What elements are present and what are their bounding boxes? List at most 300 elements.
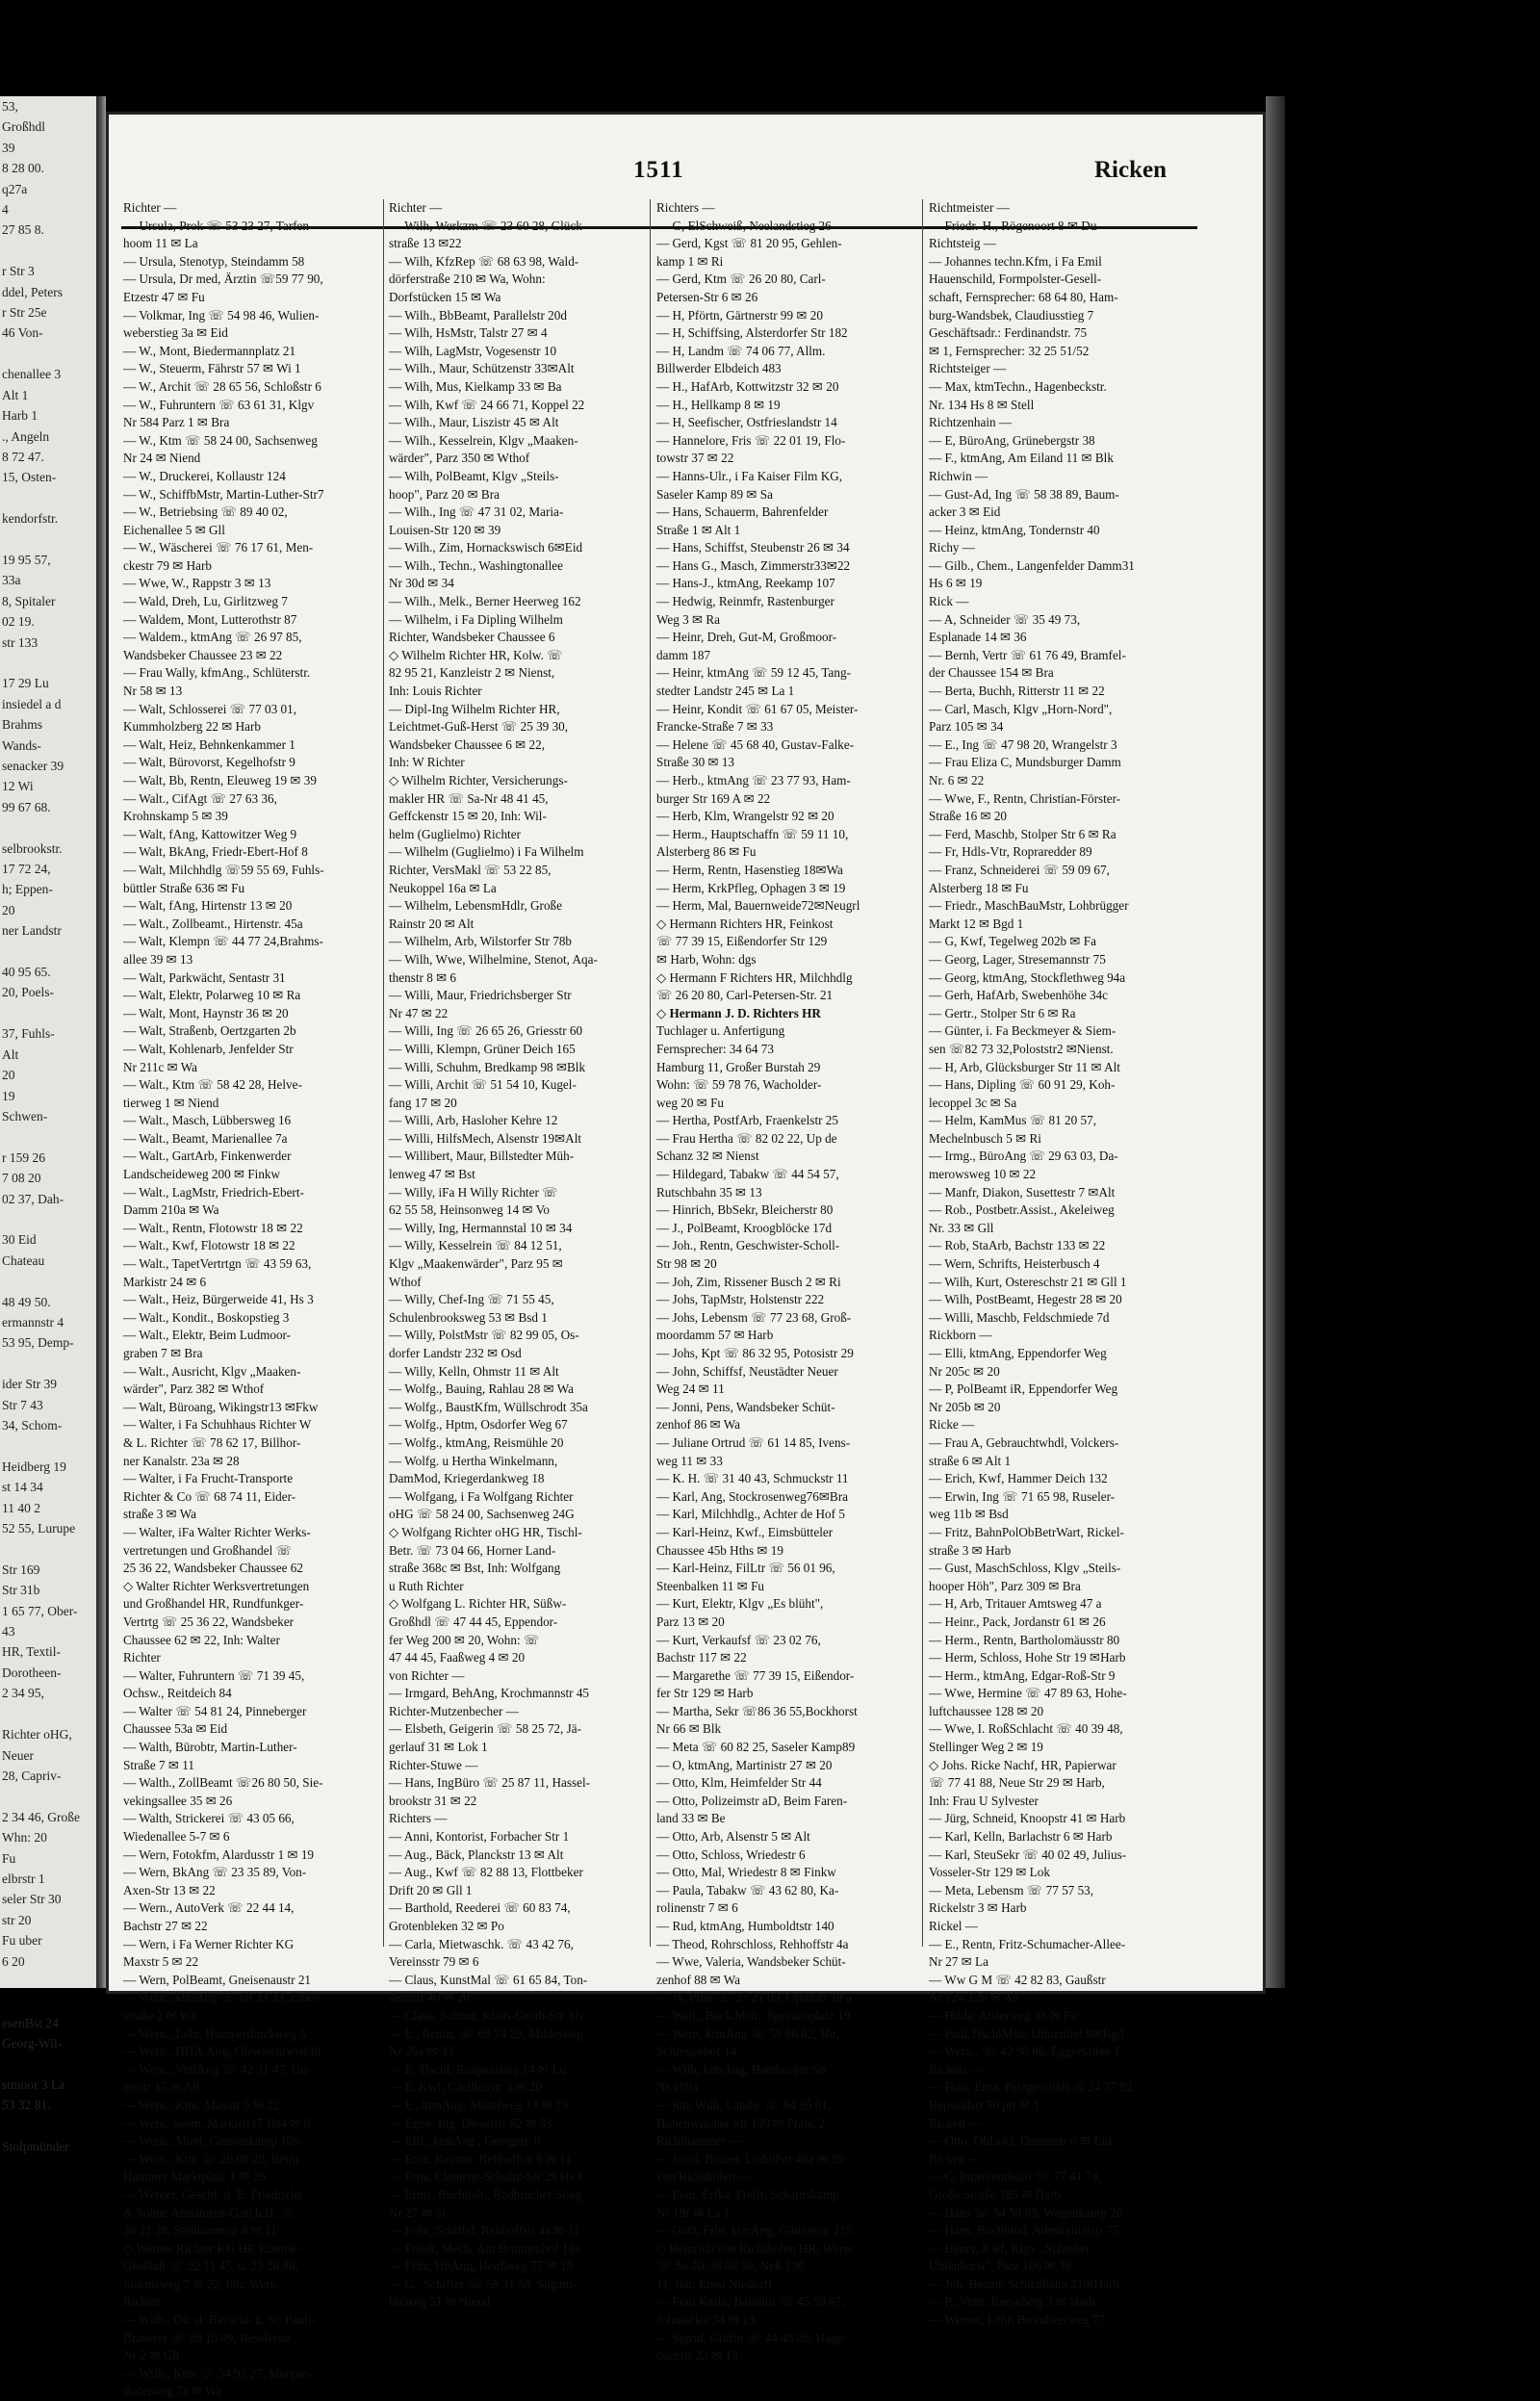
directory-entry-line: — Walt., CifAgt ☏ 27 63 36, — [123, 790, 277, 806]
directory-entry-line: zenhof 86 ✉ Wa — [656, 1417, 741, 1433]
directory-entry-line: — Walt., LagMstr, Friedrich-Ebert- — [123, 1184, 304, 1200]
directory-entry-line: — Heinz, ktmAng, Tondernstr 40 — [929, 522, 1100, 537]
directory-column-4 — [929, 199, 1187, 2330]
directory-entry-line: — Götz, Frhr, ktmAng, Gärtnerstr 115 — [656, 2223, 853, 2238]
directory-entry-line: vekingsallee 35 ✉ 26 — [123, 1793, 233, 1808]
directory-entry-line: Drift 20 ✉ Gll 1 — [389, 1882, 473, 1898]
directory-entry-line: kamp 1 ✉ Ri — [656, 253, 724, 269]
facing-page-line: r Str 25e — [2, 305, 47, 321]
directory-entry-line: — E, BüroAng, Grünebergstr 38 — [929, 432, 1095, 448]
directory-entry-line: Eichenallee 5 ✉ Gll — [123, 522, 225, 537]
directory-entry-line: u Ruth Richter — [389, 1578, 464, 1593]
directory-entry-line: — Friedr.-H., Rögenoort 8 ✉ Du — [929, 218, 1097, 233]
directory-entry-line: — Herm., ktmAng, Edgar-Roß-Str 9 — [929, 1667, 1116, 1683]
facing-page-line: 99 67 68. — [2, 799, 51, 814]
facing-page-line: 7 08 20 — [2, 1171, 41, 1186]
directory-entry-line: Neukoppel 16a ✉ La — [389, 880, 497, 895]
directory-entry-line: Nr 27 ✉ Si — [389, 2205, 447, 2220]
directory-entry-line: gerlauf 31 ✉ Lok 1 — [389, 1740, 488, 1755]
directory-entry-line: — Hans ☏ 54 59 85, Wegenkamp 26 — [929, 2205, 1123, 2220]
facing-page-line: 19 — [2, 1088, 15, 1103]
directory-entry-line: — Herb, Klm, Wrangelstr 92 ✉ 20 — [656, 809, 834, 824]
directory-entry-line: — Martha, Sekr ☏86 36 55,Bockhorst — [656, 1703, 858, 1718]
directory-entry-line: dorfer Landstr 232 ✉ Osd — [389, 1346, 522, 1360]
directory-entry-line: — H, Arb, Tritauer Amtsweg 47 a — [929, 1596, 1102, 1612]
directory-entry-line: schaft, Fernsprecher: 68 64 80, Ham- — [929, 289, 1118, 304]
directory-entry-line: — Waldem., ktmAng ☏ 26 97 85, — [123, 630, 302, 645]
directory-entry-line: Wohn: ☏ 59 78 76, Wacholder- — [656, 1077, 822, 1093]
facing-page-line: 33a — [2, 573, 21, 588]
facing-page-line: 8 72 47. — [2, 449, 44, 464]
facing-page-line — [0, 1786, 96, 1806]
directory-entry-line: luftchaussee 128 ✉ 20 — [929, 1703, 1044, 1718]
directory-entry-line: fang 17 ✉ 20 — [389, 1095, 457, 1110]
directory-entry-line: — E., ktmAng, Mittelweg 13 ✉ 13 — [389, 2097, 568, 2112]
directory-entry-line: — Wwe, F., Rentn, Christian-Förster- — [929, 790, 1121, 806]
directory-entry-line: — Hilda, Alsterweg 38 ✉ Fu — [929, 2007, 1077, 2023]
directory-entry-line: Billwerder Elbdeich 483 — [656, 361, 782, 376]
facing-page-line: str 133 — [2, 634, 38, 650]
directory-entry-line: — Walt, Parkwächt, Sentastr 31 — [123, 969, 286, 985]
directory-entry-line: — Wolfg., BaustKfm, Wüllschrodt 35a — [389, 1399, 588, 1414]
directory-entry-line: — Margarethe ☏ 77 39 15, Eißendor- — [656, 1667, 855, 1683]
directory-entry-line: Hohenwischer Str 139 ✉ Franc 2 — [656, 2115, 826, 2130]
directory-entry-line: — Hans, Schiffst, Steubenstr 26 ✉ 34 — [656, 540, 850, 555]
directory-entry-line: — Wern, Fotokfm, Alardusstr 1 ✉ 19 — [123, 1846, 315, 1862]
directory-entry-line: ◇ Wilhelm Richter, Versicherungs- — [389, 773, 568, 787]
directory-entry-line: — Karl, SteuSekr ☏ 40 02 49, Julius- — [929, 1846, 1127, 1862]
directory-entry-line: Rickel — — [929, 1919, 978, 1933]
directory-entry-line: lenweg 47 ✉ Bst — [389, 1167, 475, 1182]
facing-page-line — [0, 241, 96, 261]
directory-entry-line: Richter, VersMakl ☏ 53 22 85, — [389, 862, 552, 877]
directory-entry-line: — Erna, Clemens-Schultz-Str 29 Hs 1 — [389, 2169, 584, 2184]
directory-entry-line: Alsterberg 86 ✉ Fu — [656, 844, 757, 860]
directory-entry-line: — Walth., ZollBeamt ☏26 80 50, Sie- — [123, 1775, 323, 1791]
directory-entry-line: Landscheideweg 200 ✉ Finkw — [123, 1167, 281, 1182]
directory-entry-line: Richter — — [389, 200, 443, 215]
directory-entry-line: — Rob., Postbetr.Assist., Akeleiweg — [929, 1202, 1115, 1218]
directory-entry-line: — Johs, Lebensm ☏ 77 23 68, Groß- — [656, 1309, 852, 1325]
facing-page-line: 43 — [2, 1624, 15, 1639]
directory-entry-line: — Gilb., Chem., Langenfelder Damm31 — [929, 557, 1135, 573]
directory-entry-line: von Richthofen — — [656, 2169, 752, 2184]
facing-page-line: 17 29 Lu — [2, 676, 49, 691]
directory-entry-line: dörferstraße 210 ✉ Wa, Wohn: — [389, 271, 546, 287]
directory-entry-line: Str 98 ✉ 20 — [656, 1256, 717, 1272]
directory-entry-line: — Walt, Milchhdlg ☏59 55 69, Fuhls- — [123, 862, 324, 877]
directory-entry-line: — W., Druckerei, Kollaustr 124 — [123, 468, 286, 483]
directory-entry-line: — Meta, Lebensm ☏ 77 57 53, — [929, 1882, 1094, 1898]
directory-entry-line: Richter — [123, 2294, 161, 2310]
directory-entry-line: rolinenstr 7 ✉ 6 — [656, 1900, 738, 1916]
directory-entry-line: — Wern, ktmAng ☏ 59 86 62, Hu, — [656, 2026, 839, 2041]
directory-entry-line: — F., ktmAng, Am Eiland 11 ✉ Blk — [929, 451, 1114, 466]
directory-entry-line: — Walt., TapetVertrtgn ☏ 43 59 63, — [123, 1256, 312, 1272]
facing-page-line: esenBst 24 — [2, 2015, 59, 2030]
facing-page-line: 4 — [2, 202, 9, 218]
directory-entry-line: straße 368c ✉ Bst, Inh: Wolfgang — [389, 1561, 561, 1576]
directory-entry-line: oHG ☏ 58 24 00, Sachsenweg 24G — [389, 1507, 575, 1522]
directory-entry-line: Nr 30d ✉ 34 — [389, 576, 454, 591]
column-divider — [383, 199, 384, 1947]
directory-entry-line: — Herm, KrkPfleg, Ophagen 3 ✉ 19 — [656, 880, 846, 895]
facing-page-line: Dorotheen- — [2, 1665, 62, 1680]
directory-entry-line: Große Straße 185 ✉ Harb — [929, 2186, 1062, 2202]
facing-page-line: 1 65 77, Ober- — [2, 1603, 78, 1618]
directory-entry-line: — Meta ☏ 60 82 25, Saseler Kamp89 — [656, 1740, 856, 1755]
directory-entry-line: — Wern, Schrifts, Heisterbusch 4 — [929, 1256, 1100, 1272]
directory-entry-line: Straße 7 ✉ 11 — [123, 1757, 194, 1772]
directory-entry-line: — Walt, Bb, Rentn, Eleuweg 19 ✉ 39 — [123, 773, 317, 787]
facing-page-line: HR, Textil- — [2, 1644, 62, 1660]
facing-page-line: kendorfstr. — [2, 511, 59, 527]
directory-entry-line: Johnsallee 54 ✉ 13 — [656, 2312, 756, 2328]
directory-entry-line: — W., Ktm ☏ 58 24 00, Sachsenweg — [123, 432, 318, 448]
facing-page-line: 53, — [2, 99, 18, 114]
directory-entry-line: — W., SchiffbMstr, Martin-Luther-Str7 — [123, 486, 324, 502]
facing-page-line: q27a — [2, 181, 28, 196]
directory-entry-line: Nr 58 ✉ 13 — [123, 684, 183, 699]
directory-entry-line: — Manfr, Diakon, Susettestr 7 ✉Alt — [929, 1184, 1116, 1200]
facing-page-line — [0, 344, 96, 364]
directory-entry-line: — Walt., GartArb, Finkenwerder — [123, 1149, 292, 1164]
directory-entry-line: — Walter, i Fa Frucht-Transporte — [123, 1471, 294, 1486]
directory-entry-line: — Wilhelm, i Fa Dipling Wilhelm — [389, 611, 563, 627]
directory-entry-line: — E., Rentn, Fritz-Schumacher-Allee- — [929, 1936, 1126, 1951]
facing-page-line: 20 — [2, 1068, 15, 1083]
directory-entry-line: — Juliane Ortrud ☏ 61 14 85, Ivens- — [656, 1434, 851, 1450]
facing-page-line: ider Str 39 — [2, 1377, 57, 1392]
directory-entry-line: weg 20 ✉ Fu — [656, 1095, 725, 1110]
directory-entry-line: Geschäftsadr.: Ferdinandstr. 75 — [929, 325, 1088, 341]
directory-entry-line: — Wilh., Zim, Hornackswisch 6✉Eid — [389, 540, 583, 555]
directory-entry-line: — Egon, Ing, Dieselstr 62 ✉ 33 — [389, 2115, 552, 2130]
facing-page-line: h; Eppen- — [2, 882, 53, 897]
directory-entry-line: Nr 47 ✉ 22 — [389, 1005, 449, 1020]
directory-entry-line: — G, ElSchweiß, Neelandstieg 26 — [656, 218, 832, 233]
directory-entry-line: — Frau Hertha ☏ 82 02 22, Up de — [656, 1130, 837, 1146]
directory-entry-line: tierweg 1 ✉ Niend — [123, 1095, 219, 1110]
directory-entry-line: — Otto, Polizeimstr aD, Beim Faren- — [656, 1793, 848, 1808]
facing-page-line — [0, 2116, 96, 2136]
facing-page-line: Großhdl — [2, 119, 45, 135]
directory-entry-line: — Wilhelm, Arb, Wilstorfer Str 78b — [389, 934, 573, 949]
page-number: 1511 — [633, 157, 684, 183]
directory-entry-line: — Johs, Kpt ☏ 86 32 95, Potosistr 29 — [656, 1346, 854, 1360]
directory-entry-line: Kummholzberg 22 ✉ Harb — [123, 719, 262, 735]
directory-entry-line: zenhof 88 ✉ Wa — [656, 1972, 741, 1987]
directory-entry-line: — H, Arb, Glücksburger Str 11 ✉ Alt — [929, 1059, 1120, 1074]
directory-entry-line: — Wern., ktmAng ☏ 68 33 33, Eider- — [123, 1990, 322, 2005]
directory-entry-line: — Aug., Kwf ☏ 82 88 13, Flottbeker — [389, 1865, 583, 1880]
directory-entry-line: ◇ Wilhelm Richter HR, Kolw. ☏ — [389, 647, 563, 662]
directory-entry-line: — Wilh., Ing ☏ 47 31 02, Maria- — [389, 504, 564, 520]
directory-entry-line: Wandsbeker Chaussee 6 ✉ 22, — [389, 736, 545, 752]
column-divider — [922, 199, 923, 1947]
facing-page-line — [0, 488, 96, 508]
directory-entry-line: 62 55 58, Heinsonweg 14 ✉ Vo — [389, 1202, 550, 1218]
directory-entry-line: — Joh, Beamt, Schießbahn 21✉Harb — [929, 2276, 1119, 2291]
directory-entry-line: — Kurt, Verkaufsf ☏ 23 02 76, — [656, 1632, 821, 1647]
directory-entry-line: — Gerd, Kgst ☏ 81 20 95, Gehlen- — [656, 236, 842, 251]
directory-entry-line: — G, Kwf, Tegelweg 202b ✉ Fa — [929, 934, 1096, 949]
directory-entry-line: Richtmeister — — [929, 200, 1010, 215]
directory-entry-line: — Berta, Buchh, Ritterstr 11 ✉ 22 — [929, 684, 1105, 699]
facing-page-line: 02 19. — [2, 614, 35, 630]
facing-page-line: stmoor 3 La — [2, 2078, 65, 2092]
directory-entry-line: — Walt., Heiz, Bürgerweide 41, Hs 3 — [123, 1292, 314, 1307]
directory-entry-line: — Wwe, W., Rappstr 3 ✉ 13 — [123, 576, 271, 591]
directory-entry-line: — Willy, Kesselrein ☏ 84 12 51, — [389, 1238, 562, 1253]
directory-entry-line: — Wolfg. u Hertha Winkelmann, — [389, 1453, 558, 1468]
directory-entry-line: helm (Guglielmo) Richter — [389, 826, 521, 841]
directory-entry-line: makler HR ☏ Sa-Nr 48 41 45, — [389, 790, 549, 806]
directory-entry-line: — Wilhelm, LebensmHdlr, Große — [389, 898, 562, 914]
directory-entry-line: & L. Richter ☏ 78 62 17, Billhor- — [123, 1434, 301, 1450]
directory-entry-line: — Wern., AutoVerk ☏ 22 44 14, — [123, 1900, 295, 1916]
directory-entry-line: — Wwe, Hermine ☏ 47 89 63, Hohe- — [929, 1686, 1127, 1701]
directory-entry-line: moordamm 57 ✉ Harb — [656, 1328, 774, 1343]
facing-page-line: 02 37, Dah- — [2, 1191, 64, 1206]
directory-entry-line: — Werner, Lehr, Brombeerweg 77 — [929, 2312, 1105, 2328]
directory-entry-line: — Wilh., Melk., Berner Heerweg 162 — [389, 594, 581, 609]
facing-page-line: 39 — [2, 140, 15, 155]
directory-entry-line: ◇ Hermann F Richters HR, Milchhdlg — [656, 969, 853, 985]
directory-entry-line: — Walth, Bürobtr, Martin-Luther- — [123, 1740, 297, 1755]
directory-entry-line: — Heinr, Dreh, Gut-M, Großmoor- — [656, 630, 837, 645]
directory-entry-line: — Willi, Maur, Friedrichsberger Str — [389, 988, 572, 1003]
directory-entry-line: — Georg, ktmAng, Stockflethweg 94a — [929, 969, 1126, 985]
directory-entry-line: — Herm., Hauptschaffn ☏ 59 11 10, — [656, 826, 849, 841]
directory-entry-line: — Hans G., Masch, Zimmerstr33✉22 — [656, 557, 851, 573]
directory-entry-line: Nr 169a — [656, 2079, 698, 2095]
directory-entry-line: ner Kanalstr. 23a ✉ 28 — [123, 1453, 240, 1468]
facing-page-line: Str 7 43 — [2, 1397, 43, 1412]
directory-entry-line: ◇ Wolfgang Richter oHG HR, Tischl- — [389, 1524, 582, 1539]
directory-entry-line: 47 44 45, Faaßweg 4 ✉ 20 — [389, 1650, 526, 1665]
facing-page-line: Heidberg 19 — [2, 1459, 66, 1474]
directory-entry-line: — Franz, Schneiderei ☏ 59 09 67, — [929, 862, 1110, 877]
directory-entry-line: — Elli, ktmAng, Eppendorfer Weg — [929, 1346, 1107, 1360]
directory-entry-line: Richter-Mutzenbecher — — [389, 1703, 519, 1718]
directory-entry-line: — H, Schiffsing, Alsterdorfer Str 182 — [656, 325, 848, 341]
directory-entry-line: — Frau Karin, Baronin ☏ 45 59 87, — [656, 2294, 845, 2310]
directory-entry-line: Krohnskamp 5 ✉ 39 — [123, 809, 228, 824]
directory-page — [106, 112, 1266, 2399]
directory-entry-line: — Volkmar, Ing ☏ 54 98 46, Wulien- — [123, 307, 320, 323]
facing-page-line: 37, Fuhls- — [2, 1026, 55, 1042]
directory-entry-line: fer Str 129 ✉ Harb — [656, 1686, 754, 1701]
directory-entry-line: Richthammer — — [656, 2133, 742, 2149]
directory-entry-line: straße 13 ✉22 — [389, 236, 462, 251]
directory-entry-line: Chaussee 45b Hths ✉ 19 — [656, 1542, 783, 1558]
directory-entry-line: straße 3 ✉ Wa — [123, 1507, 197, 1522]
directory-entry-line: — W., Mont, Biedermannplatz 21 — [123, 343, 296, 358]
directory-entry-line: ◇ Wolfgang L. Richter HR, Süßw- — [389, 1596, 567, 1612]
directory-entry-line: — Aug., Bäck, Planckstr 13 ✉ Alt — [389, 1846, 564, 1862]
directory-entry-line: — Walter, Fuhruntern ☏ 71 39 45, — [123, 1667, 305, 1683]
directory-entry-line: — K. H. ☏ 31 40 43, Schmuckstr 11 — [656, 1471, 849, 1486]
directory-entry-line: — Walt, Heiz, Behnkenkammer 1 — [123, 736, 295, 752]
page-header — [109, 153, 1263, 192]
directory-entry-line: 36 21 38, Steilhamnstr 8 ✉ 11 — [123, 2223, 277, 2238]
directory-entry-line: und Großhandel HR, Rundfunkger- — [123, 1596, 304, 1612]
directory-entry-line: — Wern., ☏ 42 98 86, Eggersallee 1 — [929, 2044, 1120, 2059]
directory-entry-line: ckestr 79 ✉ Harb — [123, 557, 212, 573]
directory-entry-line: — Willy, Ing, Hermannstal 10 ✉ 34 — [389, 1220, 573, 1235]
directory-entry-line: — Frau, Erna, Pelzgeschäft ☏24 37 92 — [929, 2079, 1133, 2095]
facing-page-fragment — [0, 96, 99, 2155]
directory-entry-line: Richter — — [123, 200, 177, 215]
directory-entry-line: ☏ 77 39 15, Eißendorfer Str 129 — [656, 934, 828, 949]
directory-entry-line: — Wilh., Dir. d. Bavaria- u. St. Pauli- — [123, 2312, 316, 2328]
directory-entry-line: — Willi, Klempn, Grüner Deich 165 — [389, 1041, 576, 1056]
directory-entry-line: — Erwin, Ing ☏ 71 65 98, Ruseler- — [929, 1488, 1116, 1504]
directory-entry-line: — Heinr., Pack, Jordanstr 61 ✉ 26 — [929, 1614, 1106, 1629]
directory-entry-line: — Ernst, Buchhalt., Radbrucher Stieg — [389, 2186, 582, 2202]
facing-page-line: 15, Osten- — [2, 470, 57, 485]
facing-page-line: Alt — [2, 1046, 19, 1062]
directory-entry-line: — Hans, Dipling ☏ 60 91 29, Koh- — [929, 1077, 1116, 1093]
directory-entry-line: — E., Ing ☏ 47 98 20, Wrangelstr 3 — [929, 736, 1117, 752]
column-divider — [650, 199, 651, 1947]
facing-page-line: seler Str 30 — [2, 1892, 62, 1907]
facing-page-line: str 20 — [2, 1912, 32, 1927]
directory-entry-line: — Carla, Mietwaschk. ☏ 43 42 76, — [389, 1936, 574, 1951]
directory-entry-line: — Ursula, Stenotyp, Steindamm 58 — [123, 253, 305, 269]
directory-entry-line: Richter, Wandsbeker Chaussee 6 — [389, 630, 555, 645]
directory-entry-line: — Walt, Schlosserei ☏ 77 03 01, — [123, 701, 297, 716]
directory-entry-line: — Hannelore, Fris ☏ 22 01 19, Flo- — [656, 432, 846, 448]
directory-entry-line: DamMod, Kriegerdankweg 18 — [389, 1471, 545, 1486]
directory-entry-line: Weg 3 ✉ Ra — [656, 611, 721, 627]
directory-entry-line: — Wilh, HsMstr, Talstr 27 ✉ 4 — [389, 325, 548, 341]
directory-entry-line: Nr 26a ✉ 33 — [389, 2044, 454, 2059]
directory-entry-line: — Willy, Chef-Ing ☏ 71 55 45, — [389, 1292, 554, 1307]
directory-entry-line: — Wolfg., Hptm, Osdorfer Weg 67 — [389, 1417, 568, 1433]
directory-entry-line: — Fritz, HbAng, Heußweg 75 ✉ 19 — [389, 2259, 574, 2274]
directory-entry-line: — Helene ☏ 45 68 40, Gustav-Falke- — [656, 736, 855, 752]
directory-entry-line: — Willy, PolstMstr ☏ 82 99 05, Os- — [389, 1328, 579, 1343]
facing-page-line — [0, 1126, 96, 1147]
directory-entry-line: — Hertha, PostfArb, Fraenkelstr 25 — [656, 1113, 838, 1128]
directory-entry-line: — Sigrid, Gräfin ☏ 44 45 05, Hage- — [656, 2330, 847, 2345]
directory-entry-line: — Friedr, Mech, Am Brunnenhof 18a — [389, 2240, 581, 2256]
directory-entry-line: — Otto, Mal, Wriedestr 8 ✉ Finkw — [656, 1865, 836, 1880]
directory-entry-line: Rick — — [929, 594, 969, 609]
facing-page-line — [0, 2054, 96, 2075]
directory-entry-line: — Wilh., Maur, Schützenstr 33✉Alt — [389, 361, 575, 376]
facing-page-line: Str 169 — [2, 1562, 40, 1577]
directory-entry-line: — Irmgard, BehAng, Krochmannstr 45 — [389, 1686, 590, 1701]
directory-entry-line: — Kurt, Elektr, Klgv „Es blüht", — [656, 1596, 824, 1612]
directory-entry-line: — Joh., Rentn, Geschwister-Scholl- — [656, 1238, 840, 1253]
facing-page-line: 8, Spitaler — [2, 593, 56, 608]
directory-entry-line: — Wilh, PostBeamt, Hegestr 28 ✉ 20 — [929, 1292, 1122, 1307]
facing-page-line: 6 20 — [2, 1953, 25, 1969]
facing-page-line — [0, 1435, 96, 1456]
directory-entry-line: — Herm., Rentn, Bartholomäusstr 80 — [929, 1632, 1120, 1647]
directory-entry-line: Nr 584 Parz 1 ✉ Bra — [123, 415, 230, 430]
directory-entry-line: — Willy, iFa H Willy Richter ☏ — [389, 1184, 558, 1200]
directory-entry-line: — Wilh., Techn., Washingtonallee — [389, 557, 563, 573]
facing-page-line: Str 31b — [2, 1583, 40, 1598]
directory-entry-line: wärder", Parz 350 ✉ Wthof — [389, 451, 530, 466]
directory-entry-line: 11, Inh: Ernst Niedorff — [656, 2276, 773, 2291]
directory-entry-line: — Walt., Beamt, Marienallee 7a — [123, 1130, 288, 1146]
directory-entry-line: Richwin — — [929, 468, 988, 483]
directory-entry-line: — Wern, Seem, Markistr17 Hs4 ✉ 6 — [123, 2115, 311, 2130]
facing-page-line: ermannstr 4 — [2, 1314, 64, 1330]
directory-entry-line: Tuchlager u. Anfertigung — [656, 1023, 785, 1039]
directory-entry-line: — Wern., VerlAng ☏ 42 31 47, Un- — [123, 2061, 312, 2077]
directory-entry-line: — Ww G M ☏ 42 82 83, Gaußstr — [929, 1972, 1106, 1987]
directory-entry-line: ◇ Hermann Richters HR, Feinkost — [656, 916, 834, 931]
directory-entry-line: — Herm, Schloss, Hohe Str 19 ✉Harb — [929, 1650, 1126, 1665]
facing-page-line: 53 95, Demp- — [2, 1335, 74, 1351]
directory-entry-line: — Walth, Strickerei ☏ 43 05 66, — [123, 1811, 295, 1826]
directory-entry-line: — Walt, BkAng, Friedr-Ebert-Hof 8 — [123, 844, 308, 860]
directory-entry-line: — W., Steuerm, Fährstr 57 ✉ Wi 1 — [123, 361, 301, 376]
directory-entry-line: — Willi, Arb, Hasloher Kehre 12 — [389, 1113, 558, 1128]
directory-entry-line: — Wald, Dreh, Lu, Girlitzweg 7 — [123, 594, 288, 609]
directory-entry-line: Bachstr 117 ✉ 22 — [656, 1650, 747, 1665]
directory-entry-line: ☏ 77 41 88, Neue Str 29 ✉ Harb, — [929, 1775, 1105, 1791]
directory-entry-line: — Anni, Kontorist, Forbacher Str 1 — [389, 1829, 570, 1845]
facing-page-line: st 14 34 — [2, 1480, 43, 1495]
directory-entry-line: Schanz 32 ✉ Nienst — [656, 1149, 759, 1164]
directory-entry-line: — Wilh, ktmAng, Hamburger Str — [656, 2061, 828, 2077]
facing-page-line: 46 Von- — [2, 325, 43, 341]
directory-entry-line: — Johs, TapMstr, Holstenstr 222 — [656, 1292, 825, 1307]
facing-page-line: 8 28 00. — [2, 161, 44, 176]
directory-entry-line: — Henry, Kwf, Klgv „Schreber — [929, 2240, 1091, 2256]
directory-entry-line: — Willy, Kelln, Ohmstr 11 ✉ Alt — [389, 1363, 559, 1379]
directory-entry-line: — Helm, KamMus ☏ 81 20 57, — [929, 1113, 1097, 1128]
directory-entry-line: — Wilh, Wwe, Wilhelmine, Stenot, Aqa- — [389, 951, 598, 967]
directory-entry-line: — Willi, HilfsMech, Alsenstr 19✉Alt — [389, 1130, 582, 1146]
directory-entry-line: — Max, ktmTechn., Hagenbeckstr. — [929, 378, 1107, 394]
facing-page-line: r Str 3 — [2, 264, 35, 279]
directory-entry-line: Parz 13 ✉ 20 — [656, 1614, 725, 1629]
directory-entry-line: — Herb., ktmAng ☏ 23 77 93, Ham- — [656, 773, 851, 787]
directory-entry-line: acker 3 ✉ Eid — [929, 504, 1001, 520]
directory-entry-line: Leichtmet-Guß-Herst ☏ 25 39 30, — [389, 719, 569, 735]
directory-entry-line: — P, PolBeamt iR, Eppendorfer Weg — [929, 1381, 1118, 1397]
directory-entry-line: dornstr 22 ✉ 13 — [656, 2348, 738, 2363]
directory-entry-line: Alsterberg 18 ✉ Fu — [929, 880, 1029, 895]
directory-entry-line: Richters — — [656, 200, 715, 215]
facing-page-line: 48 49 50. — [2, 1294, 51, 1309]
directory-entry-line: Straße 16 ✉ 20 — [929, 809, 1008, 824]
directory-entry-line: — Josef, Brauer, Ludolfstr 46a ✉ 20 — [656, 2151, 844, 2166]
directory-entry-line: Inh: W Richter — [389, 755, 465, 770]
directory-entry-line: — Wilh., Ktm ☏ 54 92 27, Mergen- — [123, 2365, 313, 2381]
directory-entry-line: — Hildegard, Tabakw ☏ 44 54 57, — [656, 1167, 839, 1182]
directory-entry-line: — Wilh, Kurt, Ostereschstr 21 ✉ Gll 1 — [929, 1274, 1127, 1289]
facing-page-line: 52 55, Lurupe — [2, 1521, 76, 1536]
directory-entry-line: — Walt., Masch, Lübbersweg 16 — [123, 1113, 292, 1128]
directory-entry-line: — Walt., Kondit., Boskopstieg 3 — [123, 1309, 290, 1325]
directory-entry-line: 25 36 22, Wandsbeker Chaussee 62 — [123, 1561, 303, 1576]
directory-entry-line: — Hans, Buchbind, Admiralitätstr 75 — [929, 2223, 1119, 2238]
directory-entry-line: Saseler Kamp 89 ✉ Sa — [656, 486, 773, 502]
directory-entry-line: Stormsweg 7 ✉ 22, Inh: Wern. — [123, 2276, 280, 2291]
facing-page-line: r 159 26 — [2, 1149, 45, 1165]
directory-entry-line: — Wilh, PolBeamt, Klgv „Steils- — [389, 468, 559, 483]
facing-page-line: elbrstr 1 — [2, 1871, 45, 1886]
